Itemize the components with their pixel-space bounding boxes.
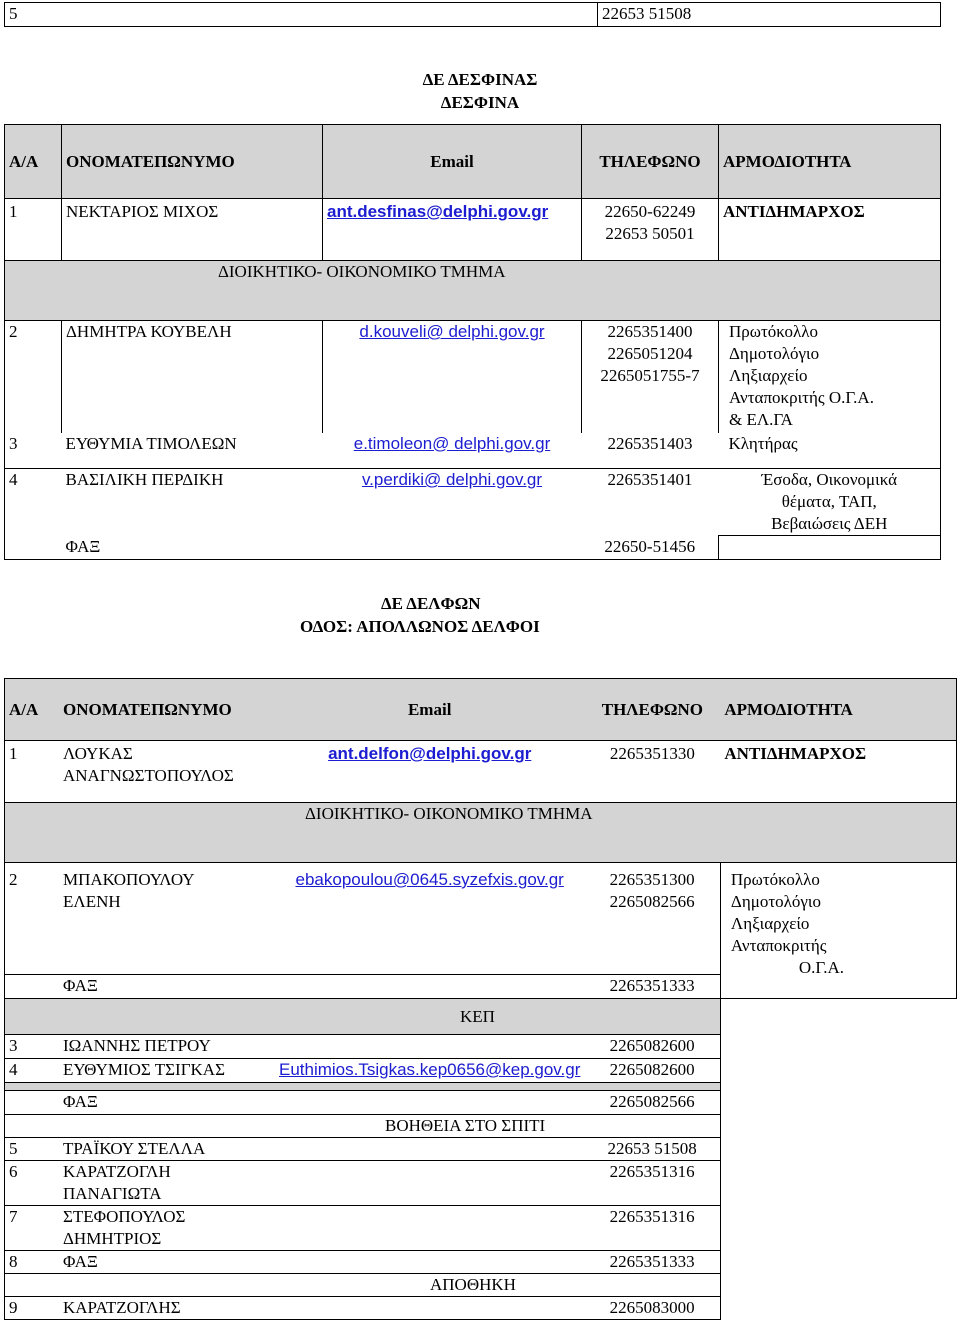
top-row-table <box>4 2 941 27</box>
table-row <box>5 863 957 975</box>
section-row <box>5 1274 957 1297</box>
fax-phone: 22650-51456 <box>582 536 719 560</box>
name-line: ΕΛΕΝΗ <box>63 892 121 911</box>
row-number <box>5 1091 60 1115</box>
desfinas-table <box>4 124 941 560</box>
phone-line: 2265351300 <box>609 870 695 889</box>
email-cell <box>275 975 584 999</box>
role-cell <box>720 1091 956 1115</box>
role-line: θέματα, ΤΑΠ, <box>781 492 877 511</box>
phone-cell: 2265083000 <box>584 1297 720 1320</box>
phone-cell <box>584 863 720 975</box>
delfon-table <box>4 678 957 1320</box>
person-name: ΕΥΘΥΜΙΟΣ ΤΣΙΓΚΑΣ <box>59 1059 275 1083</box>
role-cell <box>720 1297 956 1320</box>
role-cell <box>720 1161 956 1206</box>
table-row <box>5 1091 957 1115</box>
name-line: ΔΗΜΗΤΡΙΟΣ <box>63 1229 162 1248</box>
row-number: 3 <box>5 433 62 469</box>
table-row <box>5 433 941 469</box>
row-number: 5 <box>5 1138 60 1161</box>
header-row <box>5 125 941 199</box>
email-cell <box>275 1059 584 1083</box>
table-row <box>5 3 941 27</box>
row-number: 8 <box>5 1251 60 1274</box>
email-cell <box>275 1138 584 1161</box>
title-line-2: ΟΔΟΣ: ΑΠΟΛΛΩΝΟΣ ΔΕΛΦΟΙ <box>300 617 540 636</box>
role-cell <box>720 1274 956 1297</box>
table-row <box>5 1206 957 1251</box>
row-number: 6 <box>5 1161 60 1206</box>
phone-cell <box>582 199 719 261</box>
role-cell: Κλητήρας <box>719 433 941 469</box>
role-line: Πρωτόκολλο <box>730 870 820 889</box>
role-line: Ληξιαρχείο <box>730 914 810 933</box>
name-line: ΜΠΑΚΟΠΟΥΛΟΥ <box>63 870 195 889</box>
header-name: ΟΝΟΜΑΤΕΠΩΝΥΜΟ <box>62 125 323 199</box>
person-name <box>59 1206 275 1251</box>
row-number: 4 <box>5 469 62 536</box>
role-cell <box>720 1251 956 1274</box>
phone-cell: 22653 51508 <box>598 3 941 27</box>
title-line-2: ΔΕΣΦΙΝΑ <box>440 93 520 112</box>
phone-line: 2265051755-7 <box>600 366 700 385</box>
section-label: ΔΙΟΙΚΗΤΙΚΟ- ΟΙΚΟΝΟΜΙΚΟ ΤΜΗΜΑ <box>5 803 957 863</box>
phone-cell: 2265082600 <box>584 1035 720 1059</box>
role-cell <box>720 1138 956 1161</box>
phone-cell <box>582 321 719 433</box>
row-number: 7 <box>5 1206 60 1251</box>
table-row <box>5 1297 957 1320</box>
title-line-1: ΔΕ ΔΕΣΦΙΝΑΣ <box>422 70 538 89</box>
person-name: ΙΩΑΝΝΗΣ ΠΕΤΡΟΥ <box>59 1035 275 1059</box>
row-number: 3 <box>5 1035 60 1059</box>
person-name <box>59 863 275 975</box>
email-cell <box>275 1251 584 1274</box>
header-role: ΑΡΜΟΔΙΟΤΗΤΑ <box>719 125 941 199</box>
phone-cell: 2265351330 <box>584 741 720 803</box>
email-cell <box>323 536 582 560</box>
name-line: ΠΑΝΑΓΙΩΤΑ <box>63 1184 162 1203</box>
email-cell <box>323 199 582 261</box>
row-number: 4 <box>5 1059 60 1083</box>
row-number: 9 <box>5 1297 60 1320</box>
title-line-1: ΔΕ ΔΕΛΦΩΝ <box>381 594 481 613</box>
email-cell <box>275 1297 584 1320</box>
header-email: Email <box>323 125 582 199</box>
table-row <box>5 1059 957 1083</box>
role-line: Δημοτολόγιο <box>730 892 821 911</box>
section-row <box>5 261 941 321</box>
role-cell: ΑΝΤΙΔΗΜΑΡΧΟΣ <box>719 199 941 261</box>
fax-label: ΦΑΞ <box>59 975 275 999</box>
email-cell <box>275 1161 584 1206</box>
role-line: Δημοτολόγιο <box>729 344 820 363</box>
person-name: ΝΕΚΤΑΡΙΟΣ ΜΙΧΟΣ <box>62 199 323 261</box>
phone-cell: 2265351403 <box>582 433 719 469</box>
table-row <box>5 536 941 560</box>
email-link[interactable]: v.perdiki@ delphi.gov.gr <box>361 470 543 489</box>
table-row <box>5 1251 957 1274</box>
header-aa: Α/Α <box>5 679 60 741</box>
role-line: & ΕΛ.ΓΑ <box>729 410 793 429</box>
role-cell: ΑΝΤΙΔΗΜΑΡΧΟΣ <box>720 741 956 803</box>
person-name: ΕΥΘΥΜΙΑ ΤΙΜΟΛΕΩΝ <box>62 433 323 469</box>
section-row <box>5 803 957 863</box>
fax-phone: 2265351333 <box>584 975 720 999</box>
table-row <box>5 1161 957 1206</box>
table-row <box>5 199 941 261</box>
phone-cell: 2265351316 <box>584 1206 720 1251</box>
name-line: ΛΟΥΚΑΣ <box>63 744 133 763</box>
section-title-delfon-block <box>0 592 960 638</box>
home-help-label: ΒΟΗΘΕΙΑ ΣΤΟ ΣΠΙΤΙ <box>5 1115 721 1138</box>
row-number: 2 <box>5 321 62 433</box>
name-line: ΑΝΑΓΝΩΣΤΟΠΟΥΛΟΣ <box>63 766 234 785</box>
table-row <box>5 469 941 536</box>
header-role: ΑΡΜΟΔΙΟΤΗΤΑ <box>720 679 956 741</box>
person-name <box>59 1161 275 1206</box>
role-cell <box>719 321 941 433</box>
phone-line: 2265082566 <box>609 892 695 911</box>
email-cell <box>275 1035 584 1059</box>
role-line: Ανταποκριτής <box>730 936 827 955</box>
email-cell <box>323 321 582 433</box>
person-name: ΦΑΞ <box>59 1251 275 1274</box>
table-row <box>5 321 941 433</box>
row-number <box>5 536 62 560</box>
table-row <box>5 1035 957 1059</box>
row-number: 2 <box>5 863 60 975</box>
section-title-desfinas <box>0 68 960 114</box>
email-link[interactable]: Euthimios.Tsigkas.kep0656@kep.gov.gr <box>279 1060 581 1079</box>
role-cell <box>719 469 941 536</box>
phone-cell: 2265351333 <box>584 1251 720 1274</box>
header-aa: Α/Α <box>5 125 62 199</box>
header-phone: ΤΗΛΕΦΩΝΟ <box>582 125 719 199</box>
section-row <box>5 999 957 1035</box>
phone-line: 22653 50501 <box>605 224 695 243</box>
role-line: Πρωτόκολλο <box>729 322 818 341</box>
person-name: ΔΗΜΗΤΡΑ ΚΟΥΒΕΛΗ <box>62 321 323 433</box>
email-cell <box>275 1206 584 1251</box>
role-line: Ανταποκριτής Ο.Γ.Α. <box>729 388 874 407</box>
name-line: ΣΤΕΦΟΠΟΥΛΟΣ <box>63 1207 186 1226</box>
section-row <box>5 1115 957 1138</box>
phone-line: 22650-62249 <box>604 202 696 221</box>
role-cell <box>720 1059 956 1083</box>
gap-cell <box>5 1083 721 1091</box>
role-line: Ο.Γ.Α. <box>798 958 844 977</box>
person-name: ΒΑΣΙΛΙΚΗ ΠΕΡΔΙΚΗ <box>62 469 323 536</box>
phone-line: 2265051204 <box>607 344 693 363</box>
role-cell <box>719 536 941 560</box>
person-name <box>59 741 275 803</box>
kep-filler <box>720 999 956 1035</box>
role-line: Ληξιαρχείο <box>729 366 808 385</box>
fax-label: ΦΑΞ <box>59 1091 275 1115</box>
section-filler <box>719 261 941 321</box>
fax-phone: 2265082566 <box>584 1091 720 1115</box>
header-row <box>5 679 957 741</box>
person-name: ΚΑΡΑΤΖΟΓΛΗΣ <box>59 1297 275 1320</box>
email-cell <box>323 469 582 536</box>
header-phone: ΤΗΛΕΦΩΝΟ <box>584 679 720 741</box>
fax-label: ΦΑΞ <box>62 536 323 560</box>
gap-row <box>5 1083 957 1091</box>
email-link[interactable]: ant.desfinas@delphi.gov.gr <box>327 202 549 221</box>
role-line: Βεβαιώσεις ΔΕΗ <box>771 514 888 533</box>
email-link[interactable]: ant.delfon@delphi.gov.gr <box>328 744 532 763</box>
row-number: 1 <box>5 199 62 261</box>
section-label: ΔΙΟΙΚΗΤΙΚΟ- ΟΙΚΟΝΟΜΙΚΟ ΤΜΗΜΑ <box>5 261 719 321</box>
person-name: ΤΡΑΪΚΟΥ ΣΤΕΛΛΑ <box>59 1138 275 1161</box>
phone-cell: 2265351316 <box>584 1161 720 1206</box>
header-email: Email <box>275 679 584 741</box>
row-number: 5 <box>5 3 598 27</box>
email-cell <box>275 741 584 803</box>
kep-label: ΚΕΠ <box>5 999 721 1035</box>
name-line: ΚΑΡΑΤΖΟΓΛΗ <box>63 1162 171 1181</box>
table-row <box>5 741 957 803</box>
email-cell <box>275 863 584 975</box>
role-cell <box>720 863 956 999</box>
row-number: 1 <box>5 741 60 803</box>
email-link[interactable]: d.kouveli@ delphi.gov.gr <box>359 322 545 341</box>
role-line: Έσοδα, Οικονομικά <box>761 470 898 489</box>
phone-cell: 2265351401 <box>582 469 719 536</box>
role-cell <box>720 1035 956 1059</box>
phone-cell: 22653 51508 <box>584 1138 720 1161</box>
role-cell <box>720 1206 956 1251</box>
phone-cell: 2265082600 <box>584 1059 720 1083</box>
email-cell <box>275 1091 584 1115</box>
header-name: ΟΝΟΜΑΤΕΠΩΝΥΜΟ <box>59 679 275 741</box>
table-row <box>5 1138 957 1161</box>
email-link[interactable]: ebakopoulou@0645.syzefxis.gov.gr <box>295 870 564 889</box>
storage-label: ΑΠΟΘΗΚΗ <box>5 1274 721 1297</box>
phone-line: 2265351400 <box>607 322 693 341</box>
email-cell <box>323 433 582 469</box>
email-link[interactable]: e.timoleon@ delphi.gov.gr <box>353 433 551 453</box>
role-cell <box>720 1115 956 1138</box>
role-cell <box>720 1083 956 1091</box>
row-number <box>5 975 60 999</box>
